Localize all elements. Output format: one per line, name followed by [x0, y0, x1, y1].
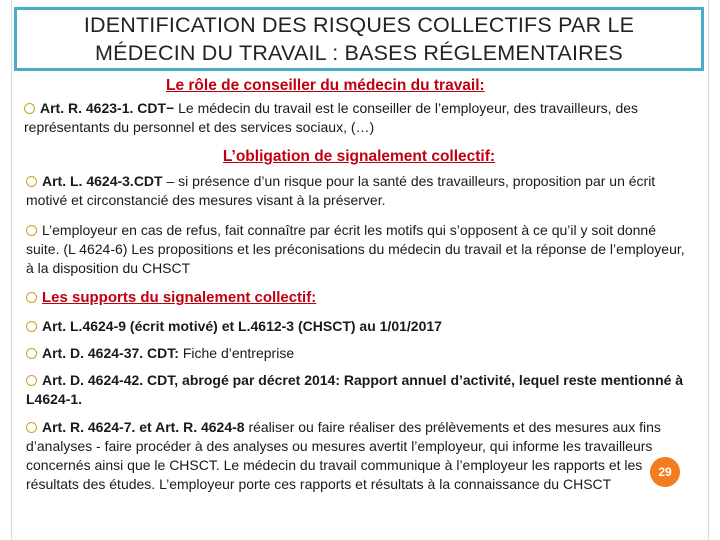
obligation-paragraph [26, 172, 692, 210]
supports-heading-row [26, 288, 692, 307]
obligation-heading: L’obligation de signalement collectif: [222, 148, 496, 165]
page-number-badge: 29 [650, 457, 680, 487]
role-paragraph [24, 99, 692, 137]
support-4-reference: Art. R. 4624-7. et Art. R. 4624-8 [42, 419, 245, 435]
supports-heading: Les supports du signalement collectif: [42, 289, 317, 306]
bullet-icon [26, 292, 37, 303]
slide-title-box [14, 7, 704, 71]
bullet-icon [26, 348, 37, 359]
obligation-text: – si présence d’un risque pour la santé des travailleurs, proposition par un écrit motivé et circonstancié des mesures visant à la préserver. [26, 173, 656, 208]
title-line-2: MÉDECIN DU TRAVAIL : BASES RÉGLEMENTAIRES [95, 41, 623, 65]
support-2-text: Fiche d’entreprise [182, 345, 295, 361]
slide-content [26, 76, 692, 494]
obligation-reference: Art. L. 4624-3.CDT [42, 173, 163, 189]
bullet-icon [26, 375, 37, 386]
support-2-reference: Art. D. 4624-37. CDT: [42, 345, 183, 361]
bullet-icon [26, 321, 37, 332]
bullet-icon [24, 103, 35, 114]
refusal-paragraph [26, 221, 692, 278]
role-text: Le médecin du travail est le conseiller de l’employeur, des travailleurs, des représentants du personnel et des services sociaux, (…) [24, 100, 639, 135]
support-item-1 [26, 317, 692, 336]
slide-title [84, 11, 634, 67]
support-4-text: réaliser ou faire réaliser des prélèvements et des mesures aux fins d’analyses - faire procéder à des analyses ou mesures avertit l’employeur, qui informe les travailleurs concernés ainsi que le CHSCT. Le médecin du travail communique à l’employeur les rapports et les résultats des études. L’employeur porte ces rapports et résultats à la connaissance du CHSCT [26, 419, 661, 492]
role-dash: − [166, 100, 179, 116]
role-heading: Le rôle de conseiller du médecin du travail: [166, 77, 485, 94]
role-reference: Art. R. 4623-1. CDT [40, 100, 167, 116]
support-item-3 [26, 371, 692, 409]
bullet-icon [26, 225, 37, 236]
bullet-icon [26, 422, 37, 433]
title-line-1: IDENTIFICATION DES RISQUES COLLECTIFS PAR LE [83, 13, 635, 37]
support-item-4 [26, 418, 692, 494]
support-3-text: Art. D. 4624-42. CDT, abrogé par décret 2014: Rapport annuel d’activité, lequel reste mentionné à L4624-1. [26, 372, 684, 407]
slide-frame-right [708, 0, 709, 540]
bullet-icon [26, 176, 37, 187]
slide-frame-left [11, 0, 12, 540]
refusal-text: L’employeur en cas de refus, fait connaître par écrit les motifs qui s’opposent à ce qu’il y soit donné suite. (L 4624-6) Les propositions et les préconisations du médecin du travail et la réponse de l’employeur, à la disposition du CHSCT [26, 222, 685, 276]
support-1-text: Art. L.4624-9 (écrit motivé) et L.4612-3 (CHSCT) au 1/01/2017 [42, 318, 442, 334]
support-item-2 [26, 344, 692, 363]
